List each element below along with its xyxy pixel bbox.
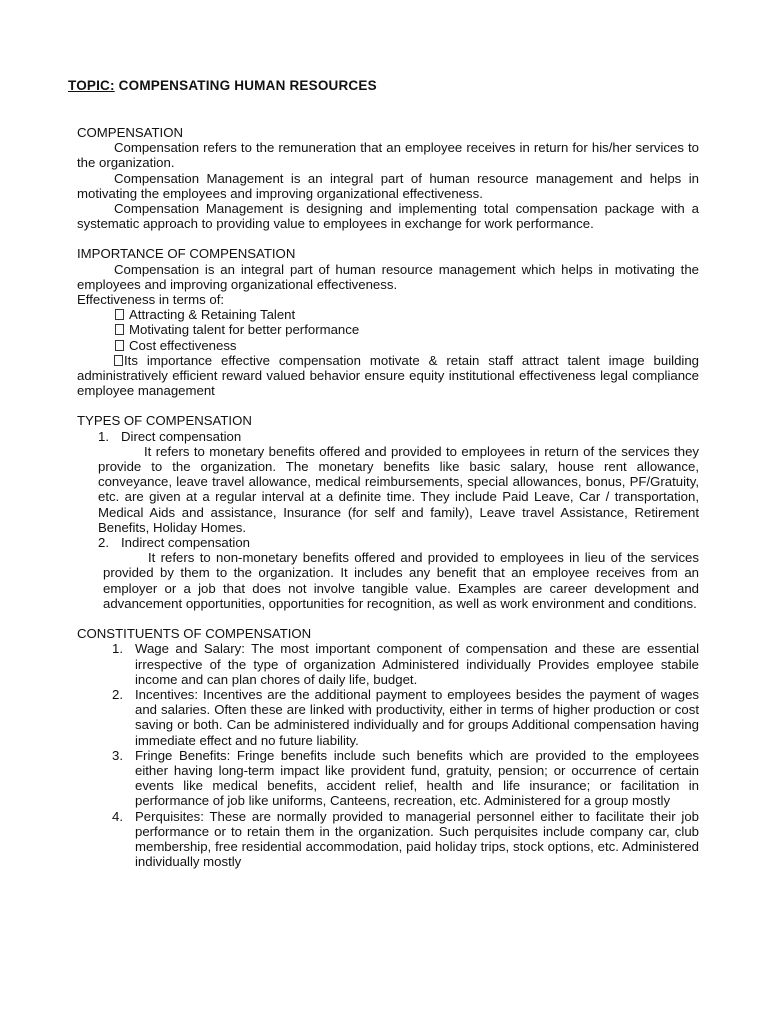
compensation-paragraph-3: Compensation Management is designing and implementing total compensation package with a systematic approach to providing value to employees in exchange for work performance. bbox=[77, 201, 699, 232]
compensation-heading: COMPENSATION bbox=[77, 125, 183, 140]
document-body bbox=[77, 125, 699, 869]
list-item: Cost effectiveness bbox=[115, 338, 699, 353]
list-item: 2. Incentives: Incentives are the additional payment to employees besides the payment of wages and salaries. Often these are linked with productivity, either in terms of higher production or cost saving or both. Can be administered individually and for groups Additional compensation having immediate effect and no future liability. bbox=[112, 686, 699, 748]
list-item: 1. Wage and Salary: The most important component of compensation and these are essential irrespective of the type of organization Administered individually Provides employee stabile income and can plan chores of daily life, budget. bbox=[112, 641, 699, 687]
compensation-paragraph-2: Compensation Management is an integral part of human resource management and helps in motivating the employees and improving organizational effectiveness. bbox=[77, 170, 699, 201]
compensation-paragraph-1: Compensation refers to the remuneration that an employee receives in return for his/her services to the organization. bbox=[77, 140, 699, 171]
checkbox-glyph-icon bbox=[115, 309, 124, 320]
effectiveness-list bbox=[77, 307, 699, 353]
topic-label: TOPIC: bbox=[68, 78, 115, 93]
indirect-compensation-text: It refers to non-monetary benefits offered and provided to employees in lieu of the services provided by them to the organization. It includes any benefit that an employee receives from an employer or a job that does not involve tangible value. Examples are career development and advancement opportunities, opportunities for recognition, as well as work environment and conditions. bbox=[103, 550, 699, 611]
types-heading: TYPES OF COMPENSATION bbox=[77, 413, 252, 429]
importance-heading: IMPORTANCE OF COMPENSATION bbox=[77, 246, 296, 262]
constituents-heading: CONSTITUENTS OF COMPENSATION bbox=[77, 626, 312, 642]
direct-compensation-label: 1. Direct compensation bbox=[98, 428, 242, 444]
topic-text: COMPENSATING HUMAN RESOURCES bbox=[114, 78, 377, 93]
constituents-list bbox=[77, 641, 699, 869]
list-item: Attracting & Retaining Talent bbox=[115, 307, 699, 322]
document-title bbox=[68, 78, 377, 93]
list-item: Motivating talent for better performance bbox=[115, 322, 699, 337]
list-item: 3. Fringe Benefits: Fringe benefits include such benefits which are provided to the employees either having long-term impact like provident fund, gratuity, pension; or occurrence of certain events like medical benefits, accident relief, health and life insurance; or facilitation in performance of job like uniforms, Canteens, recreation, etc. Administered for a group mostly bbox=[112, 747, 699, 809]
effectiveness-label: Effectiveness in terms of: bbox=[77, 292, 225, 308]
checkbox-glyph-icon bbox=[114, 355, 123, 366]
checkbox-glyph-icon bbox=[115, 324, 124, 335]
indirect-compensation-label: 2. Indirect compensation bbox=[98, 535, 251, 551]
checkbox-glyph-icon bbox=[115, 340, 124, 351]
list-item: 4. Perquisites: These are normally provided to managerial personnel either to facilitate their job performance or to retain them in the organization. Such perquisites include company car, club membership, free residential accommodation, paid holiday trips, stock options, etc. Administered individually mostly bbox=[112, 808, 699, 870]
importance-summary: Its importance effective compensation motivate & retain staff attract talent image building administratively efficient reward valued behavior ensure equity institutional effectiveness legal compliance employee management bbox=[77, 352, 699, 399]
importance-paragraph: Compensation is an integral part of human resource management which helps in motivating the employees and improving organizational effectiveness. bbox=[77, 261, 699, 292]
direct-compensation-text: It refers to monetary benefits offered and provided to employees in return of the services they provide to the organization. The monetary benefits like basic salary, house rent allowance, conveyance, leave travel allowance, medical reimbursements, special allowances, bonus, PF/Gratuity, etc. are given at a regular interval at a definite time. They include Paid Leave, Car / transportation, Medical Aids and assistance, Insurance (for self and family), Leave travel Assistance, Retirement Benefits, Holiday Homes. bbox=[98, 443, 699, 535]
